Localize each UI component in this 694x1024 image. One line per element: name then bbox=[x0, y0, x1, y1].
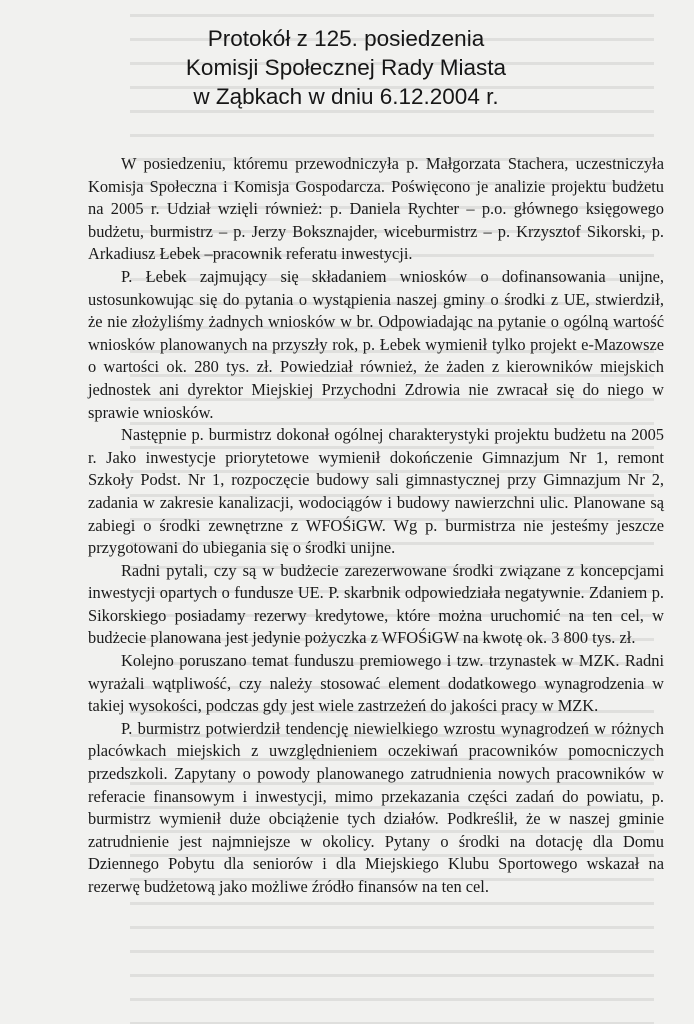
paragraph-attendance: W posiedzeniu, któremu przewodniczyła p. Małgorzata Stachera, uczestniczyła Komisja Społeczna i Komisja Gospodarcza. Poświęcono je analizie projektu budżetu na 2005 r. Udział wzięli również: p. Daniela Rychter – p.o. głównego księgowego budżetu, burmistrz – p. Jerzy Boksznajder, wiceburmistrz – p. Krzysztof Sikorski, p. Arkadiusz Łebek –pracownik referatu inwestycji. bbox=[88, 154, 664, 264]
paragraph-reserves: Radni pytali, czy są w budżecie zarezerwowane środki związane z koncepcjami inwestycji opartych o fundusze UE. P. skarbnik odpowiedziała negatywnie. Zdaniem p. Sikorskiego posiadamy rezerwy kredytowe, które można uruchomić na ten cel, w budżecie planowana jest jedynie pożyczka z WFOŚiGW na kwotę ok. 3 800 tys. zł. bbox=[88, 560, 664, 648]
paragraph-eu-funding: P. Łebek zajmujący się składaniem wniosków o dofinansowania unijne, ustosunkowując się do pytania o wystąpienia naszej gminy o środki z UE, stwierdził, że nie złożyliśmy żadnych wniosków w br. Odpowiadając na pytanie o ogólną wartość wniosków planowanych na przyszły rok, p. Łebek wymienił tylko projekt e-Mazowsze o wartości ok. 280 tys. zł. Powiedział również, że żaden z kierowników miejskich jednostek ani dyrektor Miejskiej Przychodni Zdrowia nie zwracał się do niego w sprawie wniosków. bbox=[88, 266, 664, 422]
title-line-2: Komisji Społecznej Rady Miasta bbox=[185, 55, 507, 80]
document-body bbox=[88, 153, 664, 899]
title-line-3: w Ząbkach w dniu 6.12.2004 r. bbox=[193, 84, 499, 109]
paragraph-mzk-bonus: Kolejno poruszano temat funduszu premiowego i tzw. trzynastek w MZK. Radni wyrażali wątpliwość, czy należy stosować element dodatkowego wynagrodzenia w takiej wysokości, podczas gdy jest wiele zastrzeżeń do jakości pracy w MZK. bbox=[88, 651, 664, 716]
paragraph-budget-overview: Następnie p. burmistrz dokonał ogólnej charakterystyki projektu budżetu na 2005 r. Jako inwestycje priorytetowe wymienił dokończenie Gimnazjum Nr 1, remont Szkoły Podst. Nr 1, rozpoczęcie budowy sali gimnastycznej przy Gimnazjum Nr 2, zadania w zakresie kanalizacji, wodociągów i budowy nawierzchni ulic. Planowane są zabiegi o środki zewnętrzne z WFOŚiGW. Wg p. burmistrza nie jesteśmy jeszcze przygotowani do ubiegania się o środki unijne. bbox=[88, 425, 664, 558]
document-title bbox=[88, 24, 664, 111]
paragraph-wages-staffing: P. burmistrz potwierdził tendencję niewielkiego wzrostu wynagrodzeń w różnych placówkach miejskich z uwzględnieniem oczekiwań pracowników pomocniczych przedszkoli. Zapytany o powody planowanego zatrudnienia nowych pracowników w referacie finansowym i inwestycji, mimo przekazania części zadań do powiatu, p. burmistrz wymienił duże obciążenie tych działów. Podkreślił, że w naszej gminie zatrudnienie jest najmniejsze w okolicy. Pytany o środki na dotację dla Domu Dziennego Pobytu dla seniorów i dla Miejskiego Klubu Sportowego wskazał na rezerwę budżetową jako możliwe źródło finansów na ten cel. bbox=[88, 718, 664, 896]
title-line-1: Protokół z 125. posiedzenia bbox=[207, 26, 485, 51]
